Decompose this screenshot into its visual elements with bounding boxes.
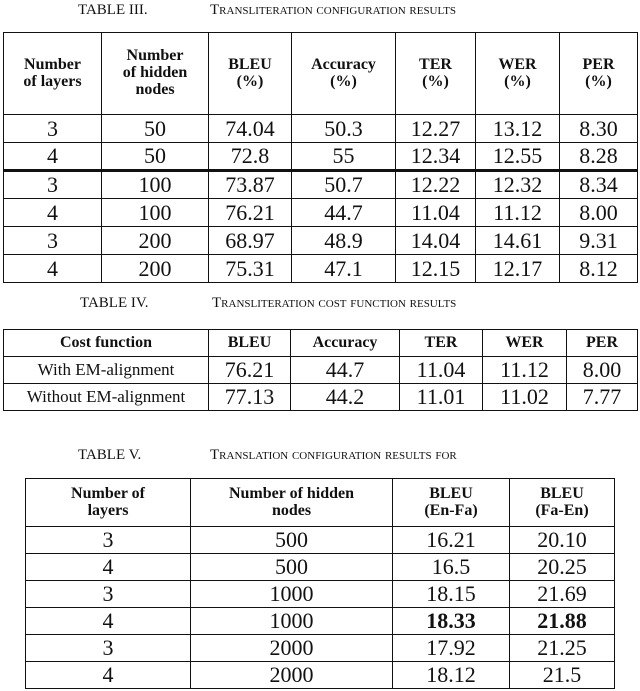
table4-header-cell — [4, 330, 209, 357]
header-line: WER — [505, 333, 544, 351]
table5-header-row — [26, 479, 615, 527]
header-line: layers — [87, 501, 129, 519]
header-line: Number — [126, 47, 184, 65]
table5-cell: 500 — [191, 554, 393, 581]
table3-title: Transliteration configuration results — [210, 2, 457, 18]
table5-cell: 21.88 — [510, 608, 615, 635]
table5-cell: 500 — [191, 527, 393, 554]
header-line: of hidden — [122, 64, 188, 82]
table4-header-cell — [483, 330, 567, 357]
table3-cell: 50.7 — [292, 171, 396, 199]
header-line: Accuracy — [312, 333, 378, 351]
table4-cell: Without EM-alignment — [4, 384, 209, 411]
table3-header-cell — [4, 33, 102, 115]
table3-cell: 48.9 — [292, 227, 396, 255]
header-line: (%) — [422, 72, 449, 90]
header-line: PER — [586, 333, 618, 351]
table5-cell: 3 — [26, 527, 191, 554]
table3-cell: 50.3 — [292, 115, 396, 143]
table3-cell: 12.55 — [476, 143, 560, 171]
table4-cell: 7.77 — [567, 384, 638, 411]
table4-row — [4, 357, 638, 384]
table4-cell: 8.00 — [567, 357, 638, 384]
header-line: (%) — [330, 72, 357, 90]
table4-cell: 11.12 — [483, 357, 567, 384]
table3-row — [4, 115, 638, 143]
table4-cell: 44.7 — [291, 357, 400, 384]
table3-header-cell — [560, 33, 638, 115]
table3-cell: 4 — [4, 255, 102, 283]
table3-cell: 76.21 — [209, 199, 292, 227]
header-line: BLEU — [228, 55, 272, 73]
table5-cell: 21.69 — [510, 581, 615, 608]
table3-cell: 3 — [4, 171, 102, 199]
table5-cell: 4 — [26, 662, 191, 689]
table3-cell: 200 — [102, 227, 209, 255]
table5-cell: 16.5 — [393, 554, 510, 581]
table3-cell: 13.12 — [476, 115, 560, 143]
table3-row — [4, 143, 638, 171]
table3-caption — [0, 0, 640, 20]
table3-cell: 4 — [4, 199, 102, 227]
table5-cell: 2000 — [191, 662, 393, 689]
table4-cell: With EM-alignment — [4, 357, 209, 384]
table3-header-cell — [476, 33, 560, 115]
table3-cell: 12.22 — [396, 171, 476, 199]
table3-cell: 11.04 — [396, 199, 476, 227]
table4-cell: 44.2 — [291, 384, 400, 411]
header-line: Number of — [71, 484, 145, 502]
table3-row — [4, 199, 638, 227]
table3-cell: 100 — [102, 199, 209, 227]
table5-cell: 17.92 — [393, 635, 510, 662]
header-line: Number of hidden — [228, 484, 355, 502]
table4-number: TABLE IV. — [80, 295, 149, 311]
table3-cell: 8.12 — [560, 255, 638, 283]
table3-cell: 14.61 — [476, 227, 560, 255]
table3-cell: 47.1 — [292, 255, 396, 283]
table3-cell: 44.7 — [292, 199, 396, 227]
table3-cell: 73.87 — [209, 171, 292, 199]
header-line: PER — [582, 55, 615, 73]
table5-title: Translation configuration results for — [210, 447, 457, 463]
table4-caption — [0, 293, 640, 313]
table4-title: Transliteration cost function results — [212, 295, 457, 311]
table5-cell: 18.12 — [393, 662, 510, 689]
table5-row — [26, 581, 615, 608]
table5-cell: 2000 — [191, 635, 393, 662]
table3-cell: 3 — [4, 227, 102, 255]
header-line: BLEU — [227, 333, 272, 351]
table3-cell: 12.17 — [476, 255, 560, 283]
table4-header-cell — [291, 330, 400, 357]
table4-header-cell — [567, 330, 638, 357]
header-line: nodes — [135, 80, 175, 98]
table5-cell: 4 — [26, 608, 191, 635]
table5-row — [26, 554, 615, 581]
table3 — [3, 32, 638, 283]
table5-cell: 18.33 — [393, 608, 510, 635]
table3-header-row — [4, 33, 638, 115]
table3-cell: 3 — [4, 115, 102, 143]
header-line: TER — [424, 333, 458, 351]
table4-cell: 11.04 — [400, 357, 483, 384]
table5-caption — [0, 445, 640, 465]
table3-row — [4, 171, 638, 199]
header-line: Cost function — [59, 333, 152, 351]
table3-cell: 11.12 — [476, 199, 560, 227]
table5-cell: 3 — [26, 581, 191, 608]
table3-header-cell — [292, 33, 396, 115]
table4 — [3, 329, 638, 411]
table3-cell: 100 — [102, 171, 209, 199]
table3-cell: 9.31 — [560, 227, 638, 255]
table3-cell: 8.28 — [560, 143, 638, 171]
table3-header-cell — [102, 33, 209, 115]
table3-cell: 74.04 — [209, 115, 292, 143]
table5-cell: 18.15 — [393, 581, 510, 608]
table4-header-cell — [209, 330, 291, 357]
table3-cell: 50 — [102, 115, 209, 143]
header-line: BLEU — [429, 484, 473, 502]
table3-number: TABLE III. — [78, 2, 148, 18]
table5-cell: 4 — [26, 554, 191, 581]
table5-cell: 1000 — [191, 581, 393, 608]
table3-cell: 68.97 — [209, 227, 292, 255]
table5-row — [26, 527, 615, 554]
table4-cell: 11.02 — [483, 384, 567, 411]
table3-header-cell — [396, 33, 476, 115]
table4-header-row — [4, 330, 638, 357]
table5-row — [26, 608, 615, 635]
table5 — [25, 478, 615, 689]
table3-cell: 8.34 — [560, 171, 638, 199]
table4-row — [4, 384, 638, 411]
table5-cell: 21.5 — [510, 662, 615, 689]
table5-header-cell — [393, 479, 510, 527]
header-line: (%) — [504, 72, 531, 90]
header-line: Accuracy — [311, 55, 376, 73]
table4-cell: 11.01 — [400, 384, 483, 411]
table5-cell: 16.21 — [393, 527, 510, 554]
table4-cell: 77.13 — [209, 384, 291, 411]
table3-cell: 72.8 — [209, 143, 292, 171]
table3-cell: 12.32 — [476, 171, 560, 199]
table5-row — [26, 662, 615, 689]
table3-cell: 8.30 — [560, 115, 638, 143]
table3-row — [4, 255, 638, 283]
header-line: BLEU — [540, 484, 584, 502]
table3-cell: 200 — [102, 255, 209, 283]
table3-cell: 75.31 — [209, 255, 292, 283]
table3-cell: 4 — [4, 143, 102, 171]
header-line: WER — [498, 55, 537, 73]
table3-cell: 12.15 — [396, 255, 476, 283]
table3-row — [4, 227, 638, 255]
table3-cell: 14.04 — [396, 227, 476, 255]
table5-cell: 21.25 — [510, 635, 615, 662]
table4-cell: 76.21 — [209, 357, 291, 384]
table5-cell: 3 — [26, 635, 191, 662]
header-line: TER — [419, 55, 452, 73]
header-line: (En-Fa) — [424, 501, 478, 519]
table5-cell: 1000 — [191, 608, 393, 635]
table5-header-cell — [26, 479, 191, 527]
header-line: nodes — [271, 501, 312, 519]
header-line: (%) — [236, 72, 264, 90]
table5-number: TABLE V. — [78, 447, 142, 463]
table5-cell: 20.10 — [510, 527, 615, 554]
table5-header-cell — [191, 479, 393, 527]
table5-row — [26, 635, 615, 662]
header-line: Number — [24, 55, 81, 73]
table3-cell: 50 — [102, 143, 209, 171]
table3-cell: 8.00 — [560, 199, 638, 227]
table3-header-cell — [209, 33, 292, 115]
table3-cell: 12.27 — [396, 115, 476, 143]
table5-cell: 20.25 — [510, 554, 615, 581]
table5-header-cell — [510, 479, 615, 527]
header-line: (%) — [585, 72, 612, 90]
table3-cell: 55 — [292, 143, 396, 171]
header-line: (Fa-En) — [535, 501, 589, 519]
header-line: of layers — [23, 72, 82, 90]
table4-header-cell — [400, 330, 483, 357]
table3-cell: 12.34 — [396, 143, 476, 171]
